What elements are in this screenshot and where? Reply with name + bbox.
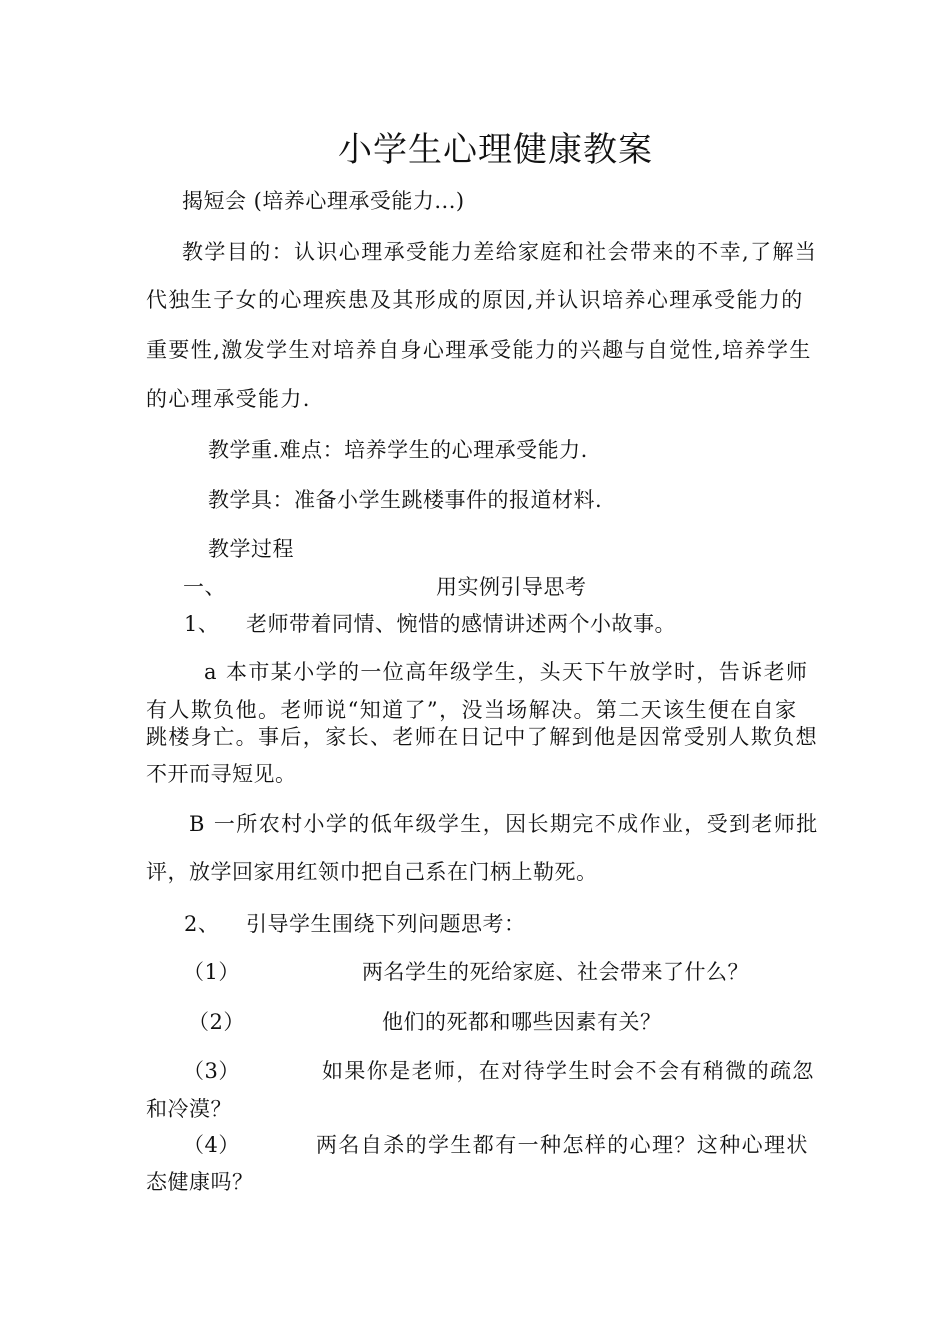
item-text: 引导学生围绕下列问题思考： (246, 912, 526, 936)
section-heading: 用实例引导思考 (436, 575, 587, 599)
story-a-line: 不开而寻短见。 (146, 762, 297, 786)
materials: 教学具：准备小学生跳楼事件的报道材料. (208, 488, 603, 512)
story-a-line: a 本市某小学的一位高年级学生，头天下午放学时，告诉老师 (204, 660, 809, 684)
story-b-line: B 一所农村小学的低年级学生，因长期完不成作业，受到老师批 (189, 812, 819, 836)
question-text: 如果你是老师，在对待学生时会不会有稍微的疏忽 (322, 1059, 815, 1083)
question-text: 两名自杀的学生都有一种怎样的心理？这种心理状 (316, 1133, 809, 1157)
story-a-line: 跳楼身亡。事后，家长、老师在日记中了解到他是因常受别人欺负想 (146, 725, 818, 749)
objective-line: 的心理承受能力. (146, 387, 311, 411)
question-number: （4） (183, 1133, 240, 1157)
section-number: 一、 (183, 575, 226, 599)
question-continuation: 和冷漠？ (146, 1097, 232, 1121)
subtitle: 揭短会 (培养心理承受能力...) (182, 189, 465, 213)
item-number: 1、 (184, 612, 220, 636)
process-heading: 教学过程 (208, 537, 294, 561)
key-points: 教学重.难点：培养学生的心理承受能力. (208, 438, 588, 462)
story-a-line: 有人欺负他。老师说“知道了”，没当场解决。第二天该生便在自家 (146, 698, 798, 722)
question-text: 他们的死都和哪些因素有关？ (382, 1010, 662, 1034)
item-text: 老师带着同情、惋惜的感情讲述两个小故事。 (246, 612, 676, 636)
question-number: （3） (183, 1059, 240, 1083)
objective-line: 教学目的：认识心理承受能力差给家庭和社会带来的不幸,了解当 (182, 240, 818, 264)
question-text: 两名学生的死给家庭、社会带来了什么？ (362, 960, 749, 984)
question-continuation: 态健康吗？ (146, 1170, 254, 1194)
story-b-line: 评，放学回家用红领巾把自己系在门柄上勒死。 (146, 860, 598, 884)
objective-line: 代独生子女的心理疾患及其形成的原因,并认识培养心理承受能力的 (146, 288, 804, 312)
question-number: （2） (188, 1010, 245, 1034)
document-title: 小学生心理健康教案 (338, 130, 653, 170)
item-number: 2、 (184, 912, 220, 936)
question-number: （1） (183, 960, 240, 984)
objective-line: 重要性,激发学生对培养自身心理承受能力的兴趣与自觉性,培养学生 (146, 338, 812, 362)
